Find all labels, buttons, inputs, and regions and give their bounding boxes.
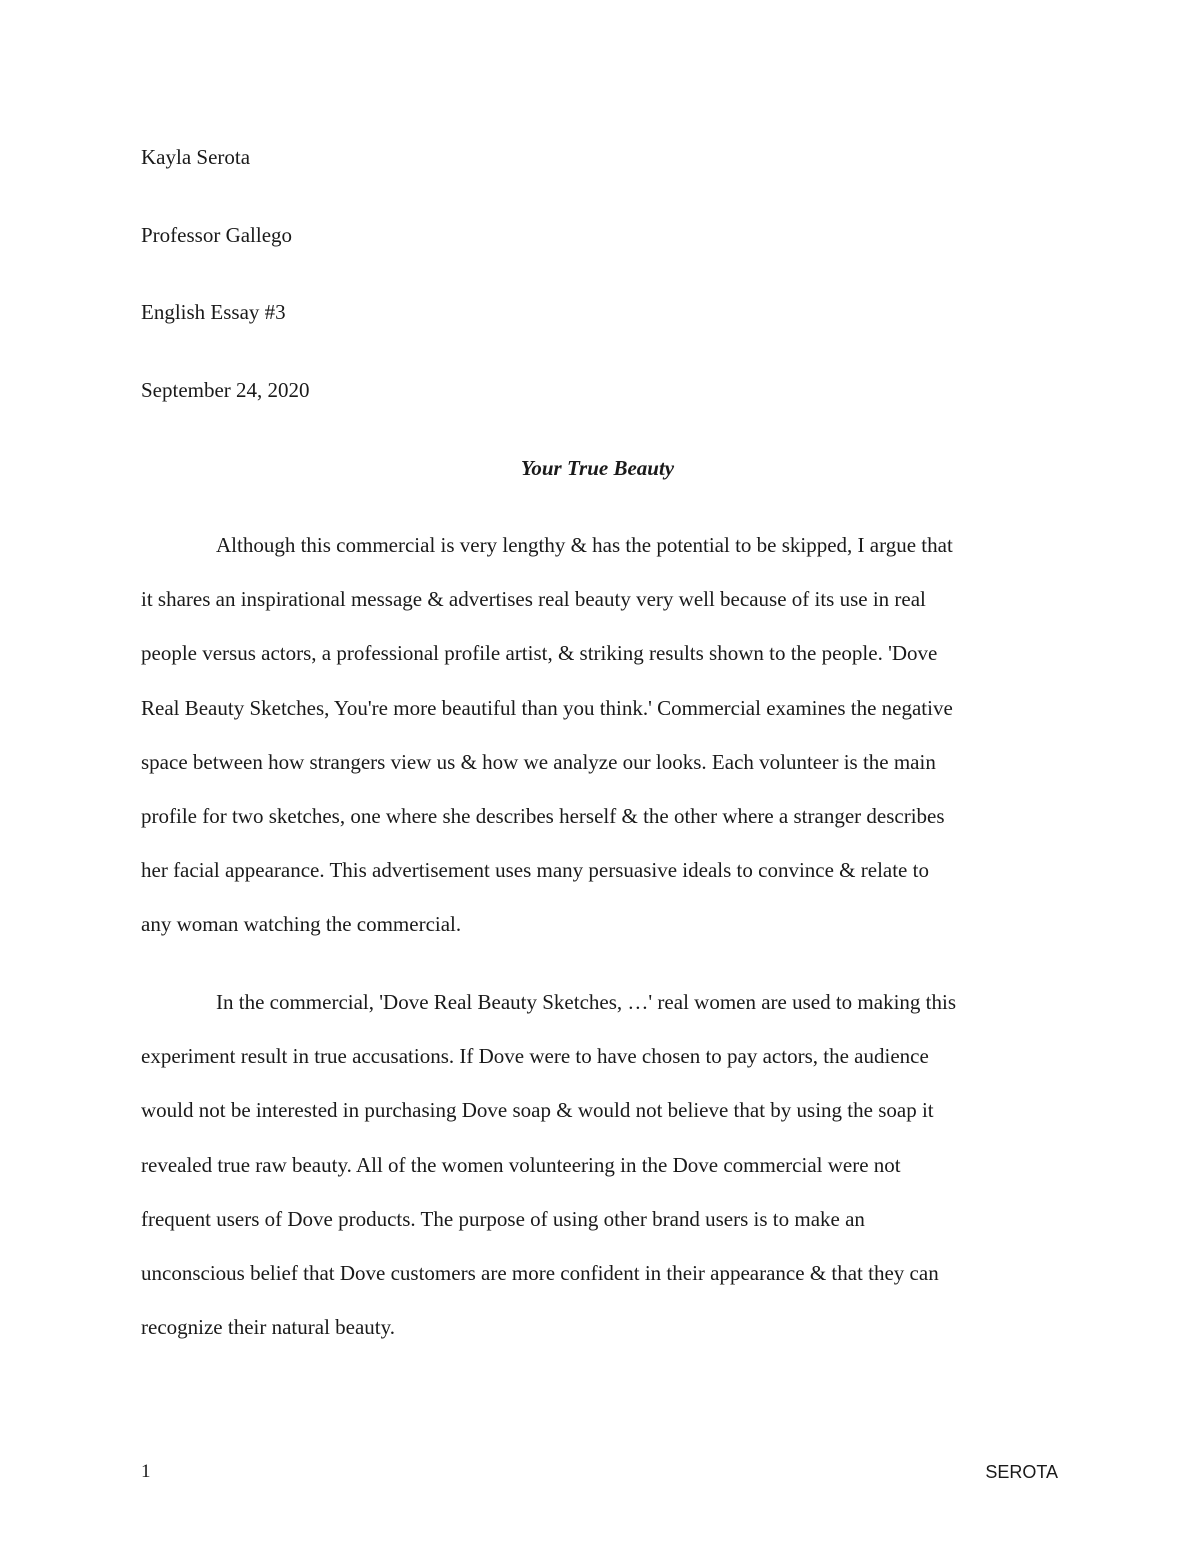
paragraph-line: unconscious belief that Dove customers are more confident in their appearance & that they can (141, 1261, 939, 1285)
paragraph-line: revealed true raw beauty. All of the women volunteering in the Dove commercial were not (141, 1153, 901, 1177)
essay-title: Your True Beauty (520, 456, 675, 480)
professor-name: Professor Gallego (141, 223, 293, 247)
author-name: Kayla Serota (141, 145, 251, 169)
course-name: English Essay #3 (141, 300, 286, 324)
running-head: SEROTA (985, 1462, 1058, 1482)
page-number: 1 (141, 1461, 151, 1482)
paragraph-line: would not be interested in purchasing Dove soap & would not believe that by using the soap it (141, 1098, 934, 1122)
paragraph-line: experiment result in true accusations. If Dove were to have chosen to pay actors, the audience (141, 1044, 929, 1068)
paragraph-line: space between how strangers view us & how we analyze our looks. Each volunteer is the main (141, 750, 936, 774)
paragraph-line: profile for two sketches, one where she describes herself & the other where a stranger describes (141, 804, 945, 828)
paragraph-line: frequent users of Dove products. The purpose of using other brand users is to make an (141, 1207, 865, 1231)
paragraph-line: recognize their natural beauty. (141, 1315, 396, 1339)
paragraph-line: any woman watching the commercial. (141, 912, 462, 936)
paragraph-line: Although this commercial is very lengthy & has the potential to be skipped, I argue that (216, 533, 953, 557)
essay-date: September 24, 2020 (141, 378, 310, 402)
paragraph-line: people versus actors, a professional profile artist, & striking results shown to the people. 'Dove (141, 641, 938, 665)
paragraph-line: it shares an inspirational message & advertises real beauty very well because of its use in real (141, 587, 926, 611)
paragraph-line: Real Beauty Sketches, You're more beautiful than you think.' Commercial examines the negative (141, 696, 953, 720)
paragraph-line: her facial appearance. This advertisement uses many persuasive ideals to convince & relate to (141, 858, 929, 882)
paragraph-line: In the commercial, 'Dove Real Beauty Sketches, …' real women are used to making this (216, 990, 957, 1014)
